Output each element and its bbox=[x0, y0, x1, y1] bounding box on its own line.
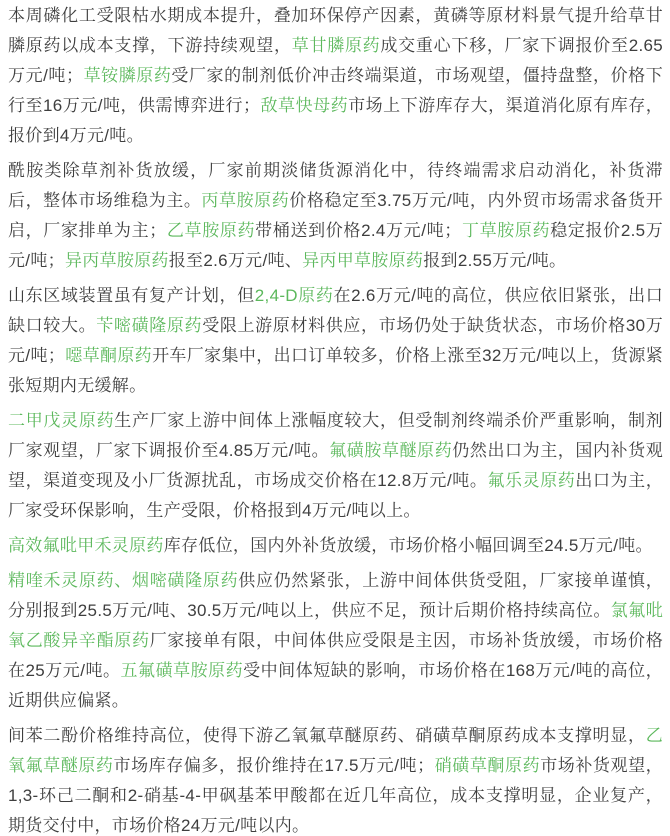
text-run: 带桶送到价格2.4万元/吨； bbox=[255, 221, 462, 240]
text-run: 稳定报价2.5万元/吨； bbox=[8, 221, 664, 270]
product-name-highlight: 异丙甲草胺原药 bbox=[302, 251, 424, 270]
text-run: 山东区域装置虽有复产计划，但 bbox=[8, 286, 255, 305]
text-run: 受中间体短缺的影响，市场价格在168万元/吨的高位，近期供应偏紧。 bbox=[8, 661, 663, 710]
text-run: 市场库存偏多，报价维持在17.5万元/吨； bbox=[113, 756, 435, 775]
text-run: 受限上游原材料供应，市场仍处于缺货状态，市场价格30万元/吨； bbox=[8, 316, 663, 365]
paragraph bbox=[8, 156, 663, 276]
text-run: 厂家接单有限，中间体供应受限是主因，市场补货放缓，市场价格在25万元/吨。 bbox=[8, 631, 663, 680]
product-name-highlight: 敌草快母药 bbox=[260, 96, 349, 115]
product-name-highlight: 乙氧氟草醚原药 bbox=[8, 726, 663, 775]
paragraph bbox=[8, 406, 663, 526]
text-run: 酰胺类除草剂补货放缓，厂家前期淡储货源消化中，待终端需求启动消化，补货滞后，整体市场维稳为主。 bbox=[8, 161, 663, 210]
product-name-highlight: 噁草酮原药 bbox=[65, 346, 153, 365]
text-run: 供应仍然紧张，上游中间体供货受阻，厂家接单谨慎，分别报到25.5万元/吨、30.5万元/吨以上，供应不足，预计后期价格持续高位。 bbox=[8, 571, 663, 620]
text-run: 市场补货观望，1,3-环己二酮和2-硝基-4-甲砜基苯甲酸都在近几年高位，成本支撑明显，企业复产，期货交付中，市场价格24万元/吨以内。 bbox=[8, 756, 663, 835]
text-run: 仍然出口为主，国内补货观望，渠道变现及小厂货源扰乱，市场成交价格在12.8万元/吨。 bbox=[8, 441, 663, 490]
product-name-highlight: 异丙草胺原药 bbox=[64, 251, 169, 270]
text-run: 报至2.6万元/吨、 bbox=[168, 251, 303, 270]
product-name-highlight: 草铵膦原药 bbox=[83, 66, 172, 85]
product-name-highlight: 高效氟吡甲禾灵原药 bbox=[8, 536, 164, 555]
paragraph bbox=[8, 531, 663, 561]
product-name-highlight: 2,4-D原药 bbox=[254, 286, 334, 305]
product-name-highlight: 硝磺草酮原药 bbox=[434, 756, 541, 775]
paragraph bbox=[8, 566, 663, 716]
product-name-highlight: 乙草胺原药 bbox=[166, 221, 256, 240]
text-run: 在2.6万元/吨的高位，供应依旧紧张，出口缺口较大。 bbox=[8, 286, 664, 335]
product-name-highlight: 丁草胺原药 bbox=[461, 221, 551, 240]
product-name-highlight: 五氟磺草胺原药 bbox=[120, 661, 244, 680]
product-name-highlight: 二甲戊灵原药 bbox=[8, 411, 115, 430]
text-run: 本周磷化工受限枯水期成本提升，叠加环保停产因素，黄磷等原材料景气提升给草甘膦原药以成本支撑，下游持续观望， bbox=[8, 6, 663, 55]
paragraph bbox=[8, 281, 663, 401]
product-name-highlight: 草甘膦原药 bbox=[291, 36, 381, 55]
product-name-highlight: 丙草胺原药 bbox=[201, 191, 290, 210]
text-run: 报到2.55万元/吨。 bbox=[423, 251, 567, 270]
text-run: 开车厂家集中，出口订单较多，价格上涨至32万元/吨以上，货源紧张短期内无缓解。 bbox=[8, 346, 663, 395]
product-name-highlight: 氯氟吡氧乙酸异辛酯原药 bbox=[8, 601, 664, 650]
product-name-highlight: 氟磺胺草醚原药 bbox=[329, 441, 453, 460]
text-run: 间苯二酚价格维持高位，使得下游乙氧氟草醚原药、硝磺草酮原药成本支撑明显， bbox=[8, 726, 646, 745]
product-name-highlight: 苄嘧磺隆原药 bbox=[96, 316, 203, 335]
text-run: 市场上下游库存大，渠道消化原有库存，报价到4万元/吨。 bbox=[8, 96, 664, 145]
text-run: 受厂家的制剂低价冲击终端渠道，市场观望，僵持盘整，价格下行至16万元/吨，供需博弈进行； bbox=[8, 66, 663, 115]
text-run: 库存低位，国内外补货放缓，市场价格小幅回调至24.5万元/吨。 bbox=[163, 536, 653, 555]
product-name-highlight: 精喹禾灵原药、烟嘧磺隆原药 bbox=[8, 571, 239, 590]
text-run: 出口为主，厂家受环保影响，生产受限，价格报到4万元/吨以上。 bbox=[8, 471, 664, 520]
text-run: 成交重心下移，厂家下调报价至2.65万元/吨； bbox=[8, 36, 663, 85]
paragraph bbox=[8, 721, 663, 836]
product-name-highlight: 氟乐灵原药 bbox=[487, 471, 576, 490]
paragraph bbox=[8, 1, 663, 151]
text-run: 价格稳定至3.75万元/吨，内外贸市场需求备货开启，厂家排单为主； bbox=[8, 191, 664, 240]
text-run: 生产厂家上游中间体上涨幅度较大，但受制剂终端杀价严重影响，制剂厂家观望，厂家下调报价至4.85万元/吨。 bbox=[8, 411, 663, 460]
